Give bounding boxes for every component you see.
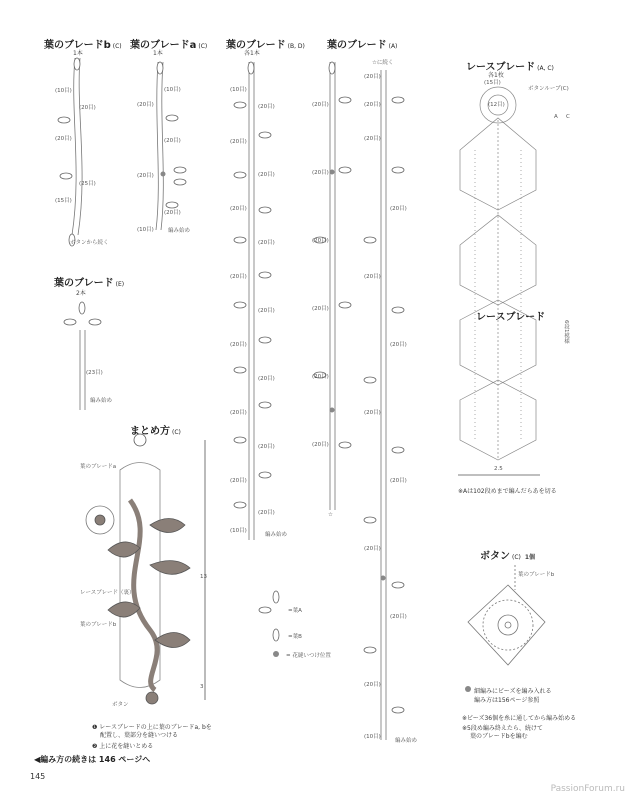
row-label: (20目): [312, 374, 329, 380]
title-leaf-bd: 葉のブレード (B, D): [226, 40, 305, 51]
note-1: ❶ レースブレードの上に葉のブレードa, bを: [92, 724, 212, 731]
lace-braid-diagram: [458, 87, 540, 475]
button-note-1: 細編みにビーズを編み入れる: [474, 688, 552, 695]
row-label: (20目): [258, 104, 275, 110]
continue-link[interactable]: ◀編み方の続きは 146 ページへ: [34, 755, 151, 764]
label-start: 編み始め: [90, 398, 113, 404]
count-leaf-bd: 各1本: [244, 50, 260, 57]
row-label: (20目): [364, 546, 381, 552]
row-label: (20目): [312, 442, 329, 448]
row-label: (10目): [230, 87, 247, 93]
title-lace: レースブレード (A, C): [466, 62, 554, 73]
row-label: (20目): [230, 342, 247, 348]
label-button: ボタン: [112, 702, 129, 708]
row-label: (20目): [312, 306, 329, 312]
row-label: (10目): [364, 734, 381, 740]
label-start: 編み始め: [395, 738, 418, 744]
row-label: (20目): [364, 102, 381, 108]
label-six-rows: 6段1模様: [563, 320, 569, 344]
row-label: (10目): [137, 227, 154, 233]
title-leaf-A: 葉のブレード (A): [327, 40, 398, 51]
count-leaf-b: 1本: [73, 50, 83, 57]
row-label: (20目): [79, 105, 96, 111]
button-note-3: ※ビーズ36個を糸に通してから編み始める: [462, 715, 577, 722]
title-button: ボタン (C) 1個: [480, 551, 536, 562]
row-label: (20目): [230, 410, 247, 416]
label-start: 編み始め: [168, 228, 191, 234]
label-continue: ☆に続く: [372, 60, 394, 66]
title-assembly: まとめ方 (C): [130, 426, 181, 437]
label-star: ☆: [328, 512, 333, 518]
row-label: (10目): [55, 88, 72, 94]
row-label: (20目): [390, 478, 407, 484]
row-label: (20目): [230, 274, 247, 280]
label-button-loop: ボタンループ(C): [528, 86, 569, 92]
row-label: (20目): [364, 410, 381, 416]
row-label: (20目): [258, 444, 275, 450]
row-label: (20目): [364, 682, 381, 688]
row-label: (20目): [390, 206, 407, 212]
label-start: 編み始め: [265, 532, 288, 538]
assembly-diagram: [86, 434, 205, 704]
legend-flower: = 花縫いつけ位置: [286, 653, 331, 659]
note-2: ❷ 上に花を縫いとめる: [92, 743, 154, 750]
note-1b: 配置し、葉部分を縫いつける: [100, 732, 179, 739]
title-leaf-b: 葉のブレードb (C): [44, 40, 122, 51]
label-leaf-a: 葉のブレードa: [80, 464, 117, 470]
row-label: (20目): [364, 274, 381, 280]
watermark: PassionForum.ru: [550, 784, 625, 794]
row-label: (20目): [364, 136, 381, 142]
leaf-braid-E: [64, 302, 101, 410]
leaf-braid-bd: [234, 62, 271, 540]
row-label: (20目): [364, 74, 381, 80]
label-width: 2.5: [494, 466, 503, 472]
row-label: (20目): [258, 376, 275, 382]
button-note-2: 編み方は156ページ参照: [474, 697, 540, 704]
lace-note: ※Aは102段めまで編んだらあを切る: [458, 488, 557, 495]
row-label: (15目): [484, 80, 501, 86]
row-label: (20目): [312, 238, 329, 244]
row-label: (20目): [164, 210, 181, 216]
row-label: (20目): [137, 102, 154, 108]
legend-leaf-a: =葉A: [288, 608, 302, 614]
page-number: 145: [30, 772, 46, 781]
title-lace-2: レースブレード: [476, 312, 546, 323]
row-label: (20目): [137, 173, 154, 179]
row-label: (20目): [390, 614, 407, 620]
row-label: (10目): [164, 87, 181, 93]
row-label: (15目): [55, 198, 72, 204]
row-label: (20目): [164, 138, 181, 144]
label-leaf-b-small: 葉のブレードb: [518, 572, 555, 578]
row-label: (20目): [258, 240, 275, 246]
row-label: (20目): [230, 139, 247, 145]
dim-3: 3: [200, 684, 204, 690]
row-label: (20目): [312, 102, 329, 108]
button-diagram: [465, 565, 545, 692]
row-label: (10目): [230, 528, 247, 534]
legend-icons: [259, 591, 279, 657]
label-from-button: ボタンから続く: [70, 240, 109, 246]
count-lace: 各1枚: [488, 72, 504, 79]
count-leaf-a: 1本: [153, 50, 163, 57]
title-leaf-E: 葉のブレード (E): [54, 278, 125, 289]
row-label: (20目): [258, 308, 275, 314]
row-label: (23目): [86, 370, 103, 376]
label-col-c: C: [566, 114, 570, 120]
row-label: (20目): [230, 478, 247, 484]
row-label: (25目): [79, 181, 96, 187]
button-note-5: 葉のブレードbを編む: [470, 733, 528, 740]
button-note-4: ※5段め編み終えたら、続けて: [462, 725, 543, 732]
label-lace: レースブレード（裏）: [80, 590, 135, 596]
row-label: (20目): [55, 136, 72, 142]
row-label: (20目): [312, 170, 329, 176]
dim-13: 13: [200, 574, 207, 580]
title-leaf-a: 葉のブレードa (C): [130, 40, 208, 51]
leaf-braid-A-right: [364, 70, 404, 740]
row-label: (20目): [258, 172, 275, 178]
legend-leaf-b: =葉B: [288, 634, 302, 640]
row-label: (20目): [230, 206, 247, 212]
row-label: (20目): [258, 510, 275, 516]
count-leaf-E: 2本: [76, 290, 86, 297]
row-label: (12目): [488, 102, 505, 108]
row-label: (20目): [390, 342, 407, 348]
label-leaf-b: 葉のブレードb: [80, 622, 117, 628]
label-col-a: A: [554, 114, 558, 120]
